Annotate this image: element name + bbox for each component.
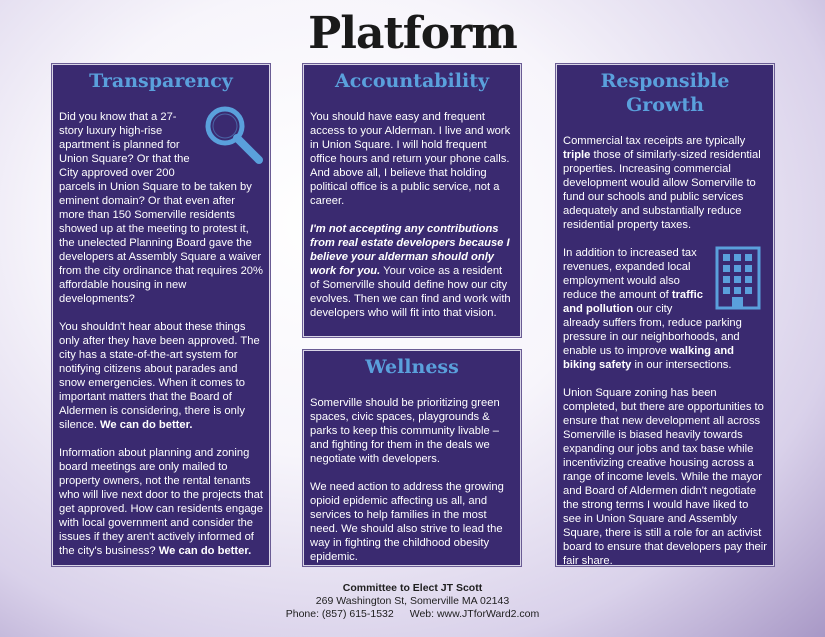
wellness-panel bbox=[303, 350, 521, 566]
growth-p1-bold: triple bbox=[563, 149, 591, 161]
accountability-p2-text: Your voice as a resident of Somerville should define how our city evolves. Then we can find and work with developers who will fit into that vision. bbox=[310, 265, 511, 319]
responsible-growth-panel bbox=[556, 64, 774, 566]
accountability-heading: Accountability bbox=[334, 70, 490, 92]
transparency-p2-text: You shouldn't hear about these things only after they have been approved. The city has a state-of-the-art system for notifying citizens about parades and snow emergencies. When it comes to important matters that the Board of Aldermen is considering, there is only silence. bbox=[59, 321, 260, 431]
accountability-panel bbox=[303, 64, 521, 337]
growth-p2-c: in our intersections. bbox=[631, 359, 732, 371]
transparency-paragraph-3 bbox=[59, 446, 263, 558]
transparency-p3-text: Information about planning and zoning board meetings are only mailed to property owners, not the rental tenants who will live next door to the projects that get approved. How can residents engage with local government and consider the issues if they aren't actively informed of the city's business? bbox=[59, 447, 263, 557]
wellness-heading: Wellness bbox=[365, 356, 459, 378]
growth-p2-b: our city already suffers from, reduce parking pressure in our neighborhoods, and enable us to improve bbox=[563, 303, 742, 357]
wellness-paragraph-1: Somerville should be prioritizing green spaces, civic spaces, playgrounds & parks to keep this community livable – and fighting for them in the deals we negotiate with developers. bbox=[310, 397, 500, 465]
footer-contact bbox=[0, 608, 825, 621]
growth-p2-a: In addition to increased tax revenues, expanded local employment would also reduce the amount of bbox=[563, 247, 697, 301]
growth-p2-bold-2: walking and biking safety bbox=[563, 345, 734, 371]
footer-web: Web: www.JTforWard2.com bbox=[409, 608, 540, 620]
page-title: Platform bbox=[308, 8, 517, 59]
transparency-p3-bold: We can do better. bbox=[158, 545, 252, 557]
footer bbox=[0, 582, 825, 621]
footer-address: 269 Washington St, Somerville MA 02143 bbox=[315, 595, 510, 607]
wellness-paragraph-2: We need action to address the growing opioid epidemic affecting us all, and services to help families in the most need. We should also strive to lead the way in fighting the childhood obesity epidemic. bbox=[310, 481, 504, 563]
growth-paragraph-3: Union Square zoning has been completed, but there are opportunities to ensure that new development all across Somerville is biased heavily towards expanding our jobs and tax base while incentivizing creative housing across a range of income levels. While the mayor and Board of Aldermen didn't negotiate the strong terms I would have liked to see in Union Square and Assembly Square, there is still a role for an activist board to ensure that developers pay their fair share. bbox=[563, 387, 767, 566]
growth-p2-bold-1: traffic and pollution bbox=[563, 289, 703, 315]
accountability-paragraph-1: You should have easy and frequent access to your Alderman. I live and work in Union Square. I will hold frequent office hours and return your phone calls. And above all, I believe that holding political office is a public service, not a career. bbox=[310, 111, 511, 207]
growth-p1-a: Commercial tax receipts are typically bbox=[563, 135, 746, 147]
transparency-heading: Transparency bbox=[89, 70, 233, 92]
building-icon bbox=[715, 246, 761, 310]
growth-p1-b: those of similarly-sized residential properties. Increasing commercial development would allow Somerville to fund our schools and public services adequately and substantially reduce residential property taxes. bbox=[563, 149, 761, 231]
accountability-paragraph-2 bbox=[310, 222, 514, 320]
growth-paragraph-1 bbox=[563, 134, 767, 232]
transparency-panel bbox=[52, 64, 270, 566]
transparency-p2-bold: We can do better. bbox=[100, 419, 193, 431]
footer-organization: Committee to Elect JT Scott bbox=[342, 582, 483, 594]
responsible-growth-heading: Responsible Growth bbox=[600, 70, 730, 116]
footer-phone: Phone: (857) 615-1532 bbox=[285, 608, 394, 620]
transparency-paragraph-1: Did you know that a 27-story luxury high-rise apartment is planned for Union Square? Or that the City approved over 200 parcels in Union Square to be taken by eminent domain? Or that even after more than 150 Somerville residents showed up at the meeting to protest it, the unelected Planning Board gave the developers at Assembly Square a waiver from the city ordinance that requires 20% affordable housing in new developments? bbox=[59, 111, 263, 305]
magnifying-glass-icon bbox=[201, 102, 267, 168]
accountability-pledge: I'm not accepting any contributions from real estate developers because I believe your alderman should only work for you. bbox=[310, 223, 510, 277]
transparency-paragraph-2 bbox=[59, 320, 263, 432]
